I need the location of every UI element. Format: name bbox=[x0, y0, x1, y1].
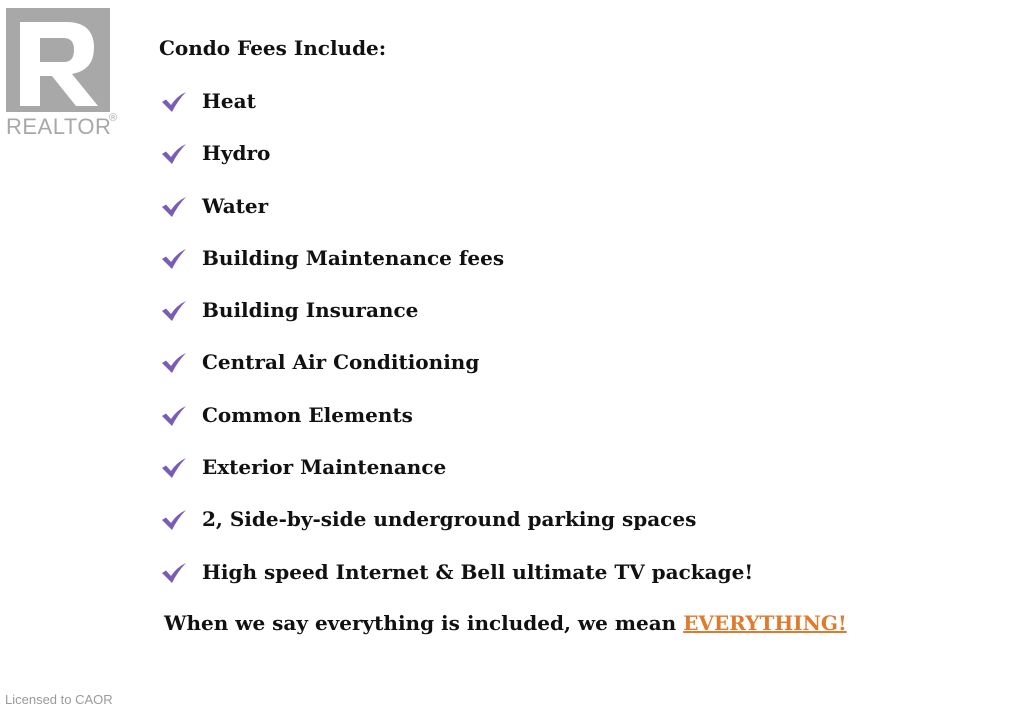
checkmark-icon bbox=[160, 299, 188, 323]
checkmark-icon bbox=[160, 561, 188, 585]
list-item-label: High speed Internet & Bell ultimate TV package! bbox=[202, 559, 754, 584]
checkmark-icon bbox=[160, 404, 188, 428]
list-item-label: Water bbox=[202, 193, 269, 218]
realtor-logo bbox=[6, 8, 118, 138]
checkmark-icon bbox=[160, 508, 188, 532]
checkmark-icon bbox=[160, 247, 188, 271]
checkmark-icon bbox=[160, 142, 188, 166]
list-item bbox=[160, 402, 753, 454]
realtor-logo-text: REALTOR bbox=[6, 114, 112, 139]
checkmark-icon bbox=[160, 195, 188, 219]
list-item bbox=[160, 193, 753, 245]
list-item-label: Central Air Conditioning bbox=[202, 350, 480, 375]
list-item bbox=[160, 506, 753, 558]
closing-statement bbox=[164, 611, 847, 635]
checkmark-icon bbox=[160, 351, 188, 375]
list-item-label: Hydro bbox=[202, 141, 271, 166]
checkmark-icon bbox=[160, 456, 188, 480]
list-item-label: Exterior Maintenance bbox=[202, 455, 447, 480]
list-item bbox=[160, 297, 753, 349]
list-item-label: Heat bbox=[202, 89, 256, 113]
checkmark-icon bbox=[160, 90, 188, 114]
list-item-label: 2, Side-by-side underground parking spaces bbox=[202, 507, 697, 532]
list-item-label: Building Insurance bbox=[202, 298, 419, 323]
list-item-label: Common Elements bbox=[202, 402, 413, 427]
list-item bbox=[160, 454, 753, 506]
list-item bbox=[160, 245, 753, 297]
license-footer: Licensed to CAOR bbox=[5, 692, 113, 707]
list-item bbox=[160, 559, 753, 611]
list-item bbox=[160, 349, 753, 401]
list-item bbox=[160, 140, 753, 192]
list-item-label: Building Maintenance fees bbox=[202, 245, 505, 270]
closing-emphasis: EVERYTHING! bbox=[683, 611, 847, 635]
page-title: Condo Fees Include: bbox=[159, 36, 387, 60]
realtor-r-logo-icon bbox=[6, 8, 110, 112]
registered-mark: ® bbox=[109, 112, 118, 124]
closing-text: When we say everything is included, we mean bbox=[164, 611, 684, 635]
fee-list bbox=[160, 88, 753, 611]
list-item bbox=[160, 88, 753, 140]
